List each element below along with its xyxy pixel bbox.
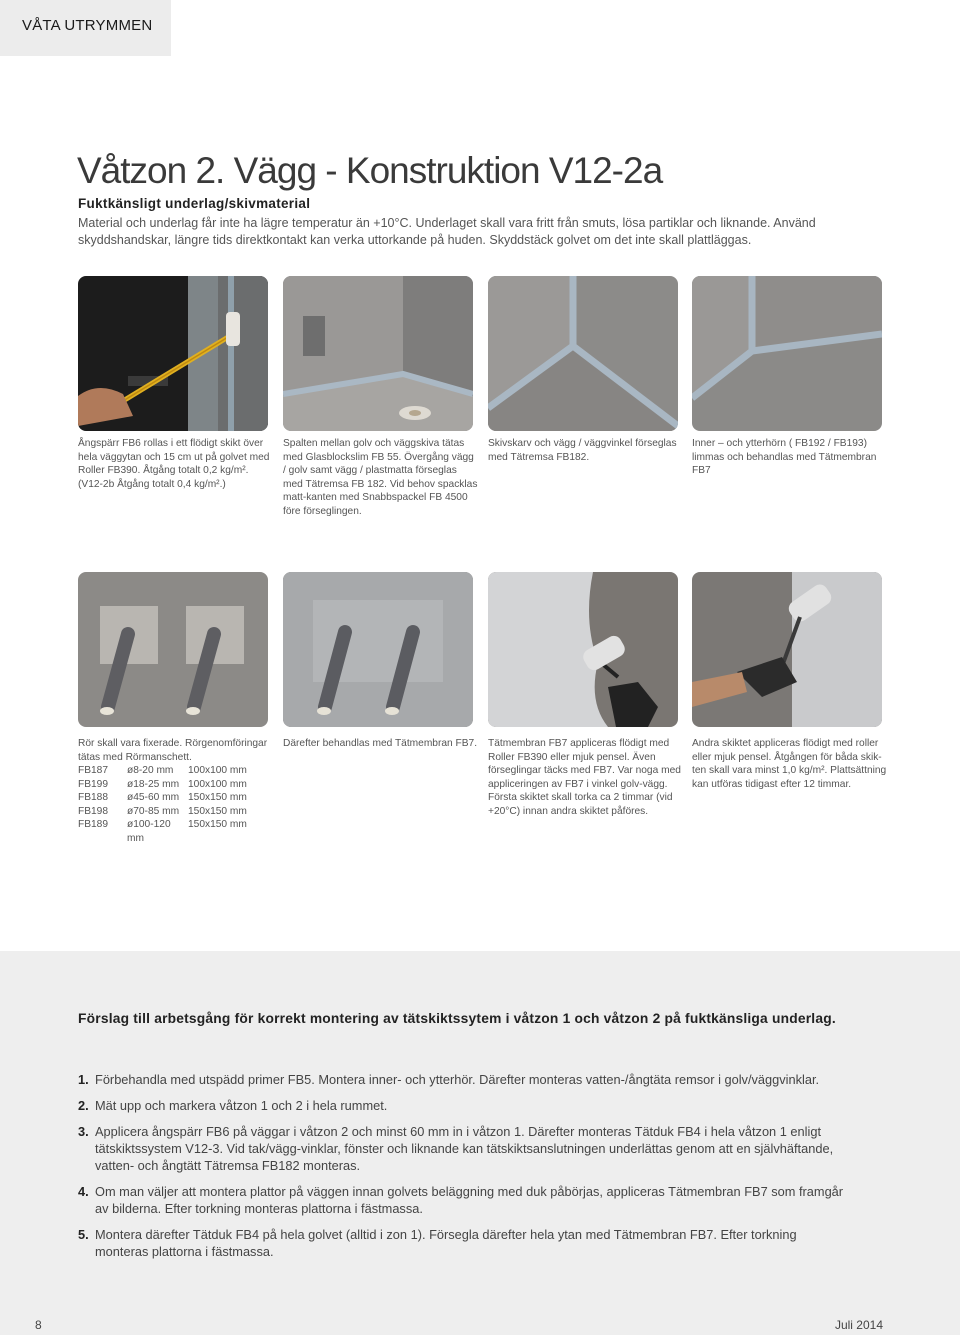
caption-board-joint: Skivskarv och vägg / väggvinkel förseglas med Tätremsa FB182. xyxy=(488,438,677,463)
product-code: FB198 xyxy=(78,805,109,817)
product-code: FB187 xyxy=(78,765,109,776)
collar-size: 150x150 mm xyxy=(188,792,247,803)
step-number: 1. xyxy=(78,1072,89,1087)
step-number: 3. xyxy=(78,1124,89,1139)
procedure-step xyxy=(78,1071,848,1088)
product-code: FB189 xyxy=(78,819,109,830)
page-number: 8 xyxy=(35,1318,42,1332)
collar-size: 100x100 mm xyxy=(188,765,247,776)
publication-date: Juli 2014 xyxy=(834,1318,883,1332)
procedure-step xyxy=(78,1097,848,1114)
step-text: Applicera ångspärr FB6 på väggar i våtzon 2 och minst 60 mm in i våtzon 1. Därefter monteras Tätduk FB4 i hela våtzon 1 enligt tätskiktssystem V12-3. Vid tak/vägg-vinklar, fönster och liknande kan tätskiktsanslutningen underlättas genom att en självhäftande, vatten- och ångtätt Tätremsa FB182 monteras. xyxy=(95,1124,834,1173)
table-row xyxy=(78,805,247,819)
step-text: Om man väljer att montera plattor på väggen innan golvets beläggning med duk påbörjas, appliceras Tätmembran FB7 som framgår av bilderna. Efter torkning monteras plattorna i fästmassa. xyxy=(95,1184,844,1216)
table-row xyxy=(78,764,247,778)
page-subtitle: Fuktkänsligt underlag/skivmaterial xyxy=(78,196,311,211)
photo-membrane-applied xyxy=(283,572,473,727)
collar-size: 150x150 mm xyxy=(188,805,247,817)
table-row xyxy=(78,778,247,792)
caption-corners: Inner – och ytterhörn ( FB192 / FB193) limmas och behandlas med Tätmembran FB7 xyxy=(692,438,877,476)
pipe-diameter: ø45-60 mm xyxy=(127,792,180,803)
page-title: Våtzon 2. Vägg - Konstruktion V12-2a xyxy=(77,150,663,191)
photo-first-coat-roller xyxy=(488,572,678,727)
procedure-step xyxy=(78,1183,848,1217)
pipe-diameter: ø70-85 mm xyxy=(127,805,180,817)
step-number: 4. xyxy=(78,1184,89,1199)
procedure-steps xyxy=(78,1071,848,1269)
procedure-title: Förslag till arbetsgång för korrekt montering av tätskiktssytem i våtzon 1 och våtzon 2 på fuktkänsliga underlag. xyxy=(78,1011,836,1026)
section-tab-label: VÅTA UTRYMMEN xyxy=(22,17,153,34)
procedure-step xyxy=(78,1226,848,1260)
product-code: FB199 xyxy=(78,778,109,790)
pipe-collar-table xyxy=(78,764,247,845)
photo-second-coat-roller xyxy=(692,572,882,727)
step-text: Förbehandla med utspädd primer FB5. Montera inner- och ytterhör. Därefter monteras vatten-/ångtäta remsor i golv/väggvinklar. xyxy=(95,1072,820,1087)
caption-floor-wall-joint: Spalten mellan golv och väggskiva tätas med Glasblockslim FB 55. Övergång vägg / golv samt vägg / plastmatta förseglas med Tätremsa FB 182. Vid behov spacklas matt-kanten med Snabbspackel FB 4500 före förseglingen. xyxy=(283,438,478,517)
photo-board-joint-seal xyxy=(488,276,678,431)
photo-floor-wall-joint xyxy=(283,276,473,431)
product-code: FB188 xyxy=(78,792,109,803)
caption-membrane-applied: Därefter behandlas med Tätmembran FB7. xyxy=(283,738,478,749)
photo-vapor-barrier-roller xyxy=(78,276,268,431)
table-row xyxy=(78,818,247,845)
photo-inner-corner xyxy=(692,276,882,431)
collar-size: 150x150 mm xyxy=(188,819,247,830)
step-number: 2. xyxy=(78,1098,89,1113)
caption-second-coat: Andra skiktet appliceras flödigt med roller eller mjuk pensel. Åtgången för båda skik-ten skall vara minst 1,0 kg/m². Plattsättning kan utföras tidigast efter 12 timmar. xyxy=(692,738,887,790)
caption-vapor-barrier: Ångspärr FB6 rollas i ett flödigt skikt över hela väggytan och 15 cm ut på golvet med Roller FB390. Åtgång totalt 0,2 kg/m². (V12-2b Åtgång totalt 0,4 kg/m².) xyxy=(78,438,270,490)
caption-first-coat: Tätmembran FB7 appliceras flödigt med Roller FB390 eller mjuk pensel. Även förseglingar täcks med FB7. Var noga med appliceringen av FB7 i vinkel golv-vägg. Första skiktet skall torka ca 2 timmar (vid +20°C) innan andra skiktet påföres. xyxy=(488,738,681,817)
pipe-diameter: ø18-25 mm xyxy=(127,778,180,790)
photo-pipe-collars xyxy=(78,572,268,727)
table-row xyxy=(78,791,247,805)
caption-pipe-collars: Rör skall vara fixerade. Rörgenomföringar tätas med Rörmanschett. xyxy=(78,738,268,763)
step-text: Montera därefter Tätduk FB4 på hela golvet (alltid i zon 1). Försegla därefter hela ytan med Tätmembran FB7. Efter torkning monteras plattorna i fästmassa. xyxy=(95,1227,797,1259)
pipe-diameter: ø100-120 mm xyxy=(127,819,171,844)
collar-size: 100x100 mm xyxy=(188,778,247,790)
step-text: Mät upp och markera våtzon 1 och 2 i hela rummet. xyxy=(95,1098,388,1113)
step-number: 5. xyxy=(78,1227,89,1242)
procedure-step xyxy=(78,1123,848,1174)
intro-text: Material och underlag får inte ha lägre temperatur än +10°C. Underlaget skall vara fritt från smuts, lösa partiklar och liknande. Använd skyddshandskar, längre tids direktkontakt kan verka uttorkande på huden. Skyddstäck golvet om det inte skall plattläggas. xyxy=(78,216,816,247)
section-tab xyxy=(0,0,171,56)
pipe-diameter: ø8-20 mm xyxy=(127,765,174,776)
